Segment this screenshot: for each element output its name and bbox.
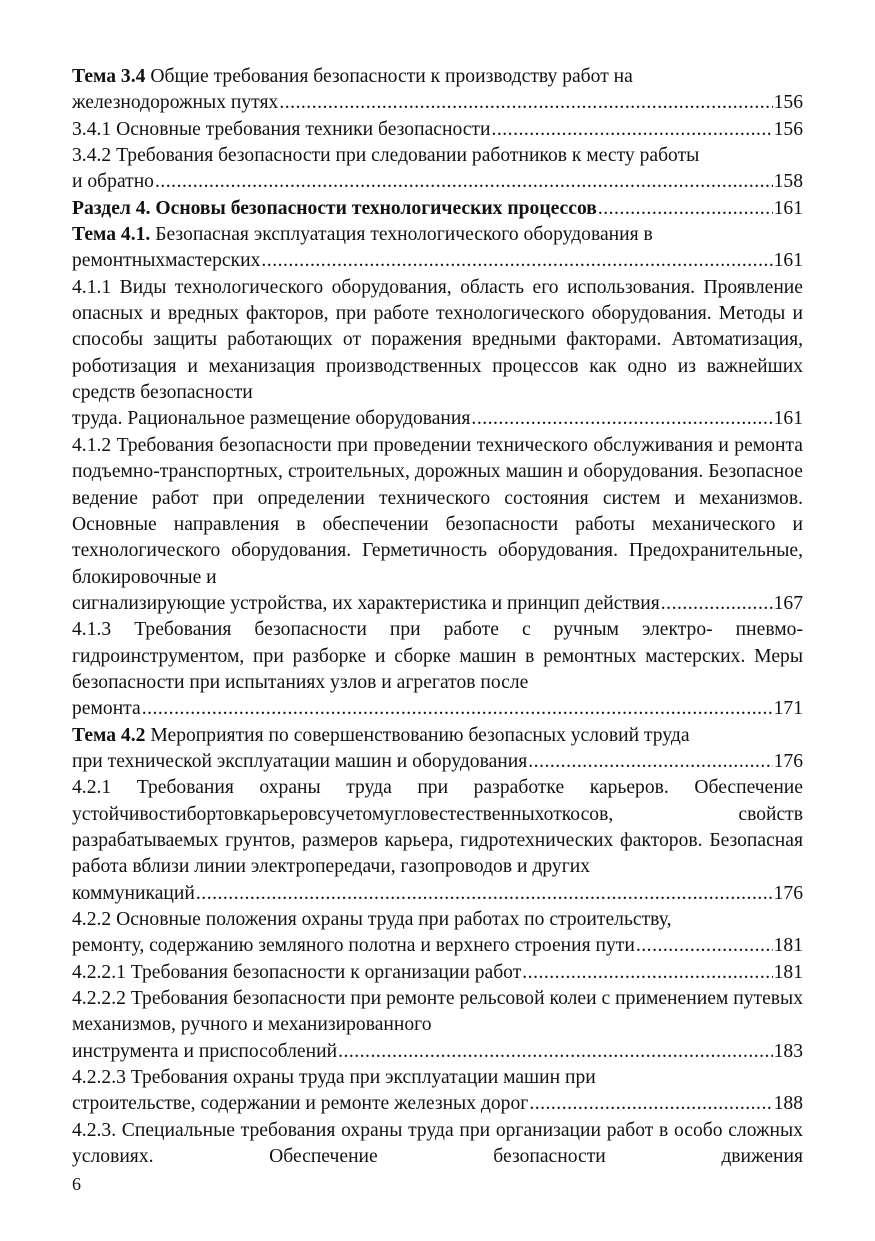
- toc-entry-leader-line: [72, 1039, 803, 1065]
- dot-leader: [522, 960, 772, 986]
- toc-entry-3-4[interactable]: [72, 64, 803, 117]
- dot-leader: [529, 1091, 772, 1117]
- toc-entry-body: [72, 723, 803, 749]
- toc-entry-body: [72, 222, 803, 248]
- toc-entry-body: [72, 617, 803, 696]
- toc-entry-3-4-1[interactable]: [72, 117, 803, 143]
- toc-entry-4-2-2[interactable]: [72, 907, 803, 960]
- toc-entry-text: 4.2.1 Требования охраны труда при разработке карьеров. Обеспечение устойчивостибортовкарьеровсучетомугловестественныхоткосов, свойств разрабатываемых грунтов, размеров карьера, гидротехнических факторов. Безопасная работа вблизи линии электропередачи, газопроводов и других: [72, 777, 803, 878]
- toc-entry-leader-line: [72, 1091, 803, 1117]
- toc-page-number: 161: [773, 197, 803, 219]
- dot-leader: [471, 406, 772, 432]
- toc-entry-leader-line: [72, 248, 803, 274]
- toc-entry-body: [72, 986, 803, 1039]
- toc-page-number: 161: [773, 250, 803, 272]
- toc-entry-text: 4.2.2.2 Требования безопасности при ремонте рельсовой колеи с применением путевых механизмов, ручного и механизированного: [72, 988, 803, 1036]
- toc-page-number: 156: [773, 118, 803, 140]
- dot-leader: [279, 90, 772, 116]
- page-number: 6: [72, 1174, 81, 1194]
- toc-entry-leader-line: [72, 169, 803, 195]
- toc-entry-4-1-3[interactable]: [72, 617, 803, 722]
- toc-entry-text: 3.4.2 Требования безопасности при следовании работников к месту работы: [72, 145, 700, 167]
- dot-leader: [636, 933, 773, 959]
- toc-entry-text: 4.1.2 Требования безопасности при проведении технического обслуживания и ремонта подъемно-транспортных, строительных, дорожных машин и оборудования. Безопасное ведение работ при определении технического состояния систем и механизмов. Основные направления в обеспечении безопасности работы механического и технологического оборудования. Герметичность оборудования. Предохранительные, блокировочные и: [72, 434, 803, 588]
- toc-entry-body: [72, 275, 803, 407]
- toc-entry-tail: ремонту, содержанию земляного полотна и верхнего строения пути: [72, 935, 635, 957]
- toc-entry-leader-line: [72, 117, 803, 143]
- toc-page-number: 176: [773, 882, 803, 904]
- toc-entry-text: Общие требования безопасности к производству работ на: [150, 66, 633, 87]
- toc-page-number: 176: [773, 750, 803, 772]
- toc-entry-tail: и обратно: [72, 171, 154, 193]
- toc-page-number: 156: [773, 92, 803, 114]
- toc-page-number: 158: [773, 171, 803, 193]
- toc-entry-text: 4.1.1 Виды технологического оборудования, область его использования. Проявление опасных и вредных факторов, при работе технологического оборудования. Методы и способы защиты работающих от поражения вредными факторами. Автоматизация, роботизация и механизация производственных процессов как одно из важнейших средств безопасности: [72, 276, 803, 404]
- toc-entry-leader-line: [72, 591, 803, 617]
- toc-page-number: 161: [773, 408, 803, 430]
- toc-entry-label: Тема 4.2: [72, 724, 146, 746]
- toc-entry-leader-line: [72, 933, 803, 959]
- toc-entry-leader-line: [72, 406, 803, 432]
- toc-entry-tail: 4.2.2.1 Требования безопасности к организации работ: [72, 961, 522, 983]
- toc-entry-leader-line: [72, 960, 803, 986]
- toc-entry-body: [72, 1065, 803, 1091]
- toc-entry-4-1-2[interactable]: [72, 433, 803, 617]
- toc-entry-4-1[interactable]: [72, 222, 803, 275]
- toc-entry-body: [72, 64, 803, 90]
- toc-entry-body: [72, 143, 803, 169]
- toc-entry-tail: труда. Рациональное размещение оборудования: [72, 408, 471, 430]
- toc-page-number: 167: [773, 592, 803, 614]
- toc-entry-label: Тема 4.1.: [72, 224, 151, 246]
- toc-entry-text: 4.1.3 Требования безопасности при работе с ручным электро- пневмо- гидроинструментом, при разборке и сборке машин в ремонтных мастерских. Меры безопасности при испытаниях узлов и агрегатов после: [72, 619, 803, 693]
- toc-entry-tail: сигнализирующие устройства, их характеристика и принцип действия: [72, 592, 660, 614]
- dot-leader: [661, 591, 773, 617]
- toc-entry-tail: Раздел 4. Основы безопасности технологических процессов: [72, 197, 597, 219]
- dot-leader: [261, 248, 772, 274]
- toc-entry-text: Безопасная эксплуатация технологического оборудования в: [155, 224, 653, 246]
- toc-entry-body: [72, 775, 803, 880]
- toc-page-number: 181: [773, 935, 803, 957]
- dot-leader: [338, 1039, 773, 1065]
- dot-leader: [491, 117, 772, 143]
- dot-leader: [528, 749, 772, 775]
- toc-entry-tail: ремонтныхмастерских: [72, 250, 261, 272]
- toc-entry-text: 4.2.2.3 Требования охраны труда при эксплуатации машин при: [72, 1067, 596, 1089]
- toc-page-number: 188: [773, 1093, 803, 1115]
- toc-entry-tail: строительстве, содержании и ремонте железных дорог: [72, 1093, 529, 1115]
- toc-entry-3-4-2[interactable]: [72, 143, 803, 196]
- dot-leader: [598, 196, 773, 222]
- toc-entry-tail: инструмента и приспособлений: [72, 1040, 338, 1062]
- dot-leader: [142, 696, 773, 722]
- toc-entry-tail: 3.4.1 Основные требования техники безопасности: [72, 118, 491, 140]
- toc-page-number: 183: [773, 1040, 803, 1062]
- toc-entry-text: 4.2.2 Основные положения охраны труда при работах по строительству,: [72, 909, 672, 930]
- toc-page-number: 171: [773, 698, 803, 720]
- toc-entry-leader-line: [72, 696, 803, 722]
- toc-entry-4-2-2-1[interactable]: [72, 960, 803, 986]
- toc-entry-leader-line: [72, 749, 803, 775]
- toc-page-number: 181: [773, 961, 803, 983]
- dot-leader: [155, 169, 773, 195]
- toc-entry-tail: коммуникаций: [72, 882, 195, 904]
- toc-entry-text: Мероприятия по совершенствованию безопасных условий труда: [150, 724, 690, 746]
- toc-entry-label: Тема 3.4: [72, 66, 146, 87]
- toc-entry-4-2-2-3[interactable]: [72, 1065, 803, 1118]
- toc-entry-razdel-4[interactable]: [72, 196, 803, 222]
- toc-entry-4-2[interactable]: [72, 723, 803, 776]
- toc-entry-tail: железнодорожных путях: [72, 92, 279, 114]
- dot-leader: [196, 881, 773, 907]
- toc-entry-tail: ремонта: [72, 698, 141, 720]
- toc-entry-body: [72, 907, 803, 933]
- toc-entry-4-1-1[interactable]: [72, 275, 803, 433]
- toc-entry-4-2-2-2[interactable]: [72, 986, 803, 1065]
- toc-entry-leader-line: [72, 196, 803, 222]
- toc-entry-4-2-3[interactable]: 4.2.3. Специальные требования охраны труда при организации работ в особо сложных условиях. Обеспечение безопасности движения: [72, 1119, 803, 1168]
- toc-entry-body: [72, 433, 803, 591]
- toc-entry-4-2-1[interactable]: [72, 775, 803, 907]
- toc-entry-leader-line: [72, 881, 803, 907]
- toc-entry-leader-line: [72, 90, 803, 116]
- table-of-contents: [72, 64, 803, 1170]
- toc-entry-tail: при технической эксплуатации машин и оборудования: [72, 750, 528, 772]
